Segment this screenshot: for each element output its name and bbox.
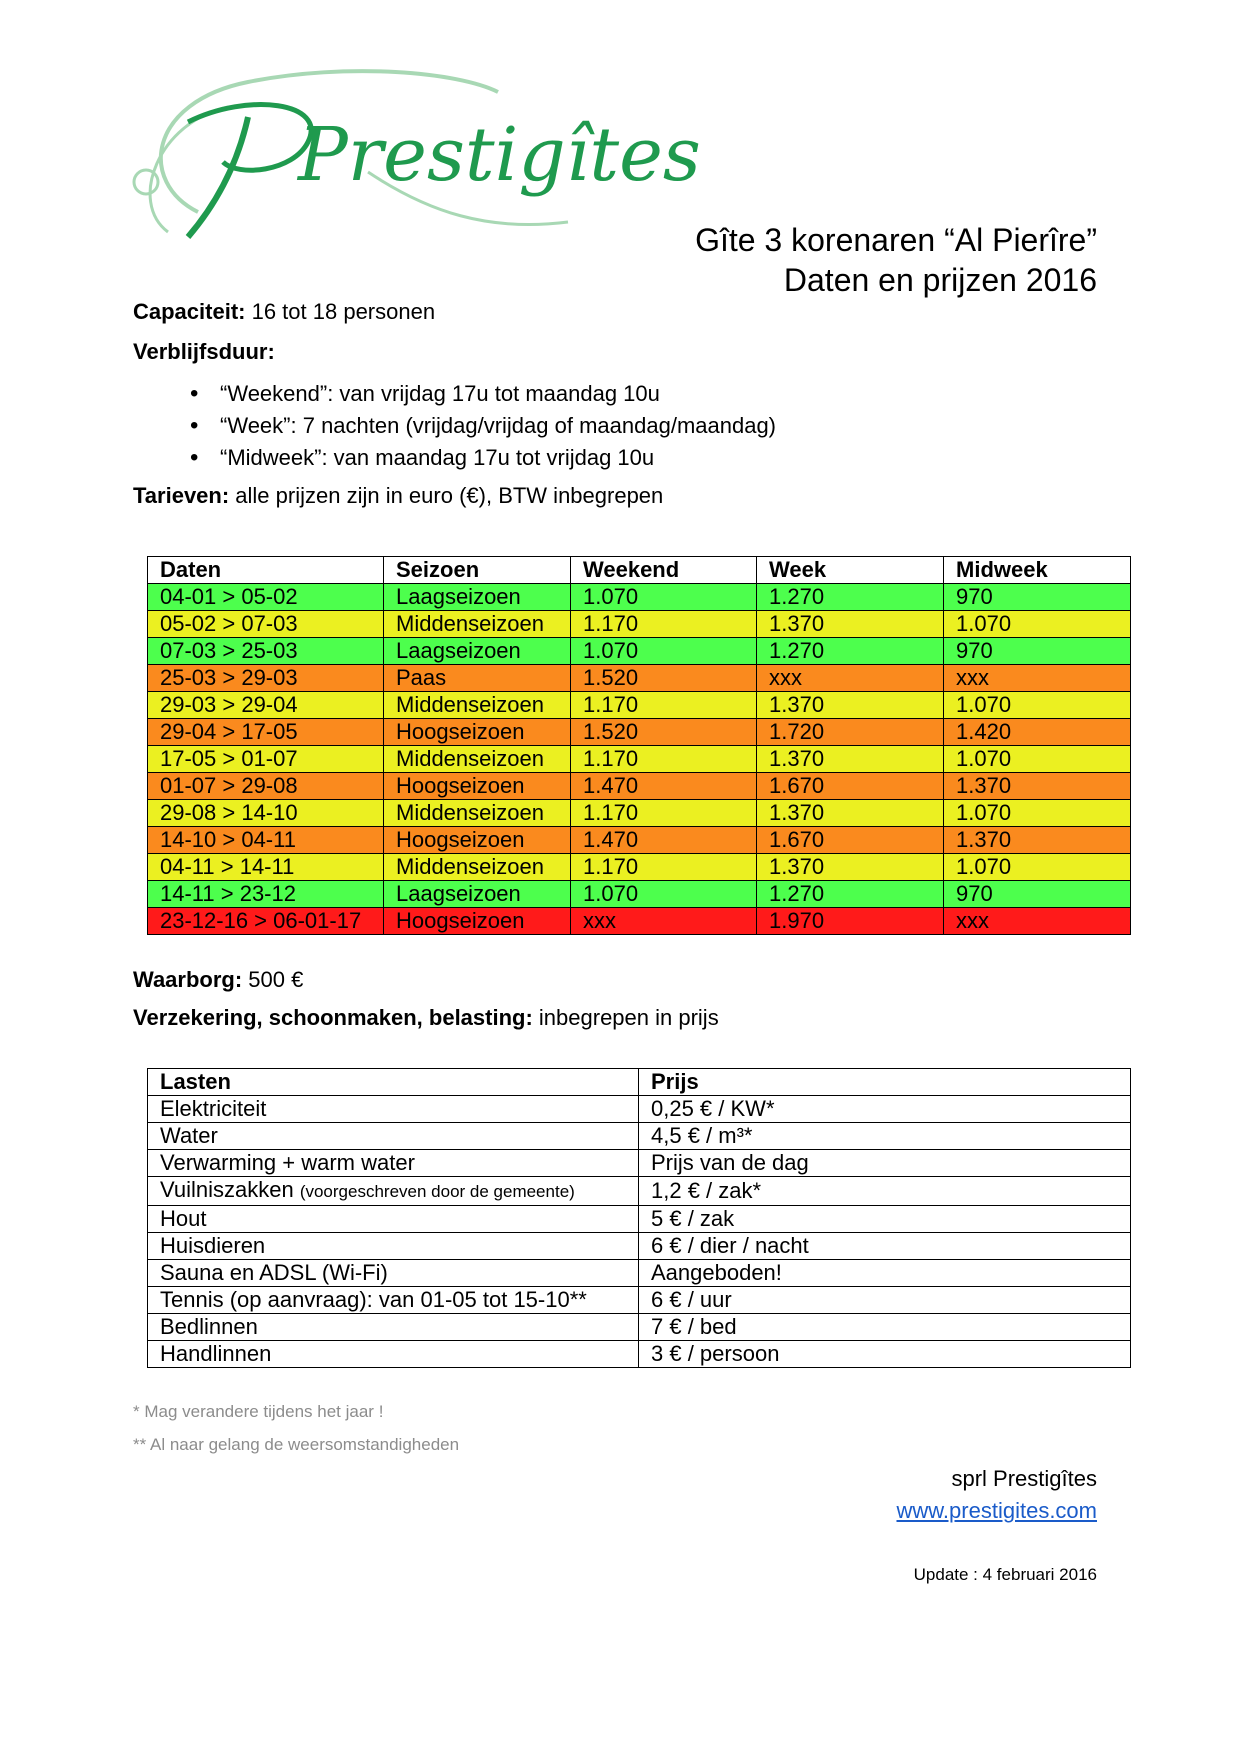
rates-cell-dates: 14-10 > 04-11: [148, 827, 384, 854]
rates-cell-weekend: 1.070: [571, 584, 757, 611]
rates-cell-season: Hoogseizoen: [384, 827, 571, 854]
rates-cell-week: 1.670: [757, 827, 944, 854]
rates-cell-dates: 29-04 > 17-05: [148, 719, 384, 746]
rates-cell-week: 1.270: [757, 584, 944, 611]
rates-cell-dates: 25-03 > 29-03: [148, 665, 384, 692]
logo-text: Prestigîtes: [298, 112, 701, 198]
rates-header-season: Seizoen: [384, 557, 571, 584]
stay-duration-list: [190, 378, 776, 474]
rates-header-row: [148, 557, 1131, 584]
rates-cell-dates: 04-11 > 14-11: [148, 854, 384, 881]
rates-cell-week: 1.370: [757, 611, 944, 638]
rates-cell-dates: 14-11 > 23-12: [148, 881, 384, 908]
costs-price: 0,25 € / KW*: [639, 1096, 1131, 1123]
costs-row: [148, 1314, 1131, 1341]
rates-cell-week: 1.370: [757, 692, 944, 719]
footnote-weather: ** Al naar gelang de weersomstandigheden: [133, 1435, 460, 1454]
costs-item-label: Sauna en ADSL (Wi-Fi): [160, 1260, 388, 1285]
stay-label-text: Verblijfsduur:: [133, 339, 275, 364]
tariffs-value: alle prijzen zijn in euro (€), BTW inbegrepen: [229, 483, 664, 508]
deposit-label: Waarborg:: [133, 967, 243, 992]
rates-cell-weekend: 1.170: [571, 854, 757, 881]
rates-row: [148, 692, 1131, 719]
costs-item: [148, 1233, 639, 1260]
costs-item-label: Verwarming + warm water: [160, 1150, 415, 1175]
rates-row: [148, 638, 1131, 665]
costs-row: [148, 1123, 1131, 1150]
rates-row: [148, 665, 1131, 692]
costs-row: [148, 1177, 1131, 1206]
costs-row: [148, 1150, 1131, 1177]
rates-cell-midweek: 970: [944, 638, 1131, 665]
costs-header-price: Prijs: [639, 1069, 1131, 1096]
rates-cell-midweek: 1.070: [944, 692, 1131, 719]
rates-cell-season: Paas: [384, 665, 571, 692]
rates-cell-week: 1.370: [757, 854, 944, 881]
rates-cell-weekend: 1.470: [571, 773, 757, 800]
rates-cell-weekend: 1.170: [571, 611, 757, 638]
rates-cell-weekend: 1.470: [571, 827, 757, 854]
rates-header-midweek: Midweek: [944, 557, 1131, 584]
rates-cell-weekend: 1.070: [571, 881, 757, 908]
costs-item-label: Tennis (op aanvraag): van 01-05 tot 15-10**: [160, 1287, 587, 1312]
rates-cell-week: 1.270: [757, 881, 944, 908]
rates-cell-week: 1.370: [757, 800, 944, 827]
footnote-price-change: * Mag verandere tijdens het jaar !: [133, 1402, 384, 1421]
rates-cell-weekend: 1.170: [571, 800, 757, 827]
costs-item-label: Bedlinnen: [160, 1314, 258, 1339]
costs-price: 7 € / bed: [639, 1314, 1131, 1341]
deposit-line: [133, 966, 303, 994]
costs-item: [148, 1314, 639, 1341]
rates-cell-season: Laagseizoen: [384, 638, 571, 665]
document-title: Gîte 3 korenaren “Al Pierîre”: [695, 222, 1097, 258]
costs-row: [148, 1233, 1131, 1260]
rates-cell-midweek: 970: [944, 881, 1131, 908]
rates-row: [148, 854, 1131, 881]
stay-item-week: • “Week”: 7 nachten (vrijdag/vrijdag of maandag/maandag): [190, 410, 776, 442]
costs-item: [148, 1341, 639, 1368]
costs-row: [148, 1341, 1131, 1368]
rates-row: [148, 800, 1131, 827]
rates-cell-midweek: 1.070: [944, 800, 1131, 827]
rates-cell-week: 1.720: [757, 719, 944, 746]
rates-cell-week: 1.970: [757, 908, 944, 935]
rates-cell-dates: 29-03 > 29-04: [148, 692, 384, 719]
costs-price: 6 € / uur: [639, 1287, 1131, 1314]
rates-cell-midweek: xxx: [944, 908, 1131, 935]
deposit-value: 500 €: [242, 967, 304, 992]
rates-cell-midweek: 1.070: [944, 746, 1131, 773]
rates-header-dates: Daten: [148, 557, 384, 584]
capacity-value: 16 tot 18 personen: [245, 299, 436, 324]
stay-duration-label: [133, 338, 275, 366]
rates-cell-midweek: 970: [944, 584, 1131, 611]
costs-item: [148, 1260, 639, 1287]
costs-item-label: Water: [160, 1123, 218, 1148]
rates-cell-weekend: 1.520: [571, 665, 757, 692]
rates-cell-season: Middenseizoen: [384, 611, 571, 638]
stay-item-weekend: • “Weekend”: van vrijdag 17u tot maandag 10u: [190, 378, 776, 410]
costs-row: [148, 1287, 1131, 1314]
rates-cell-midweek: 1.370: [944, 773, 1131, 800]
costs-item: [148, 1177, 639, 1206]
costs-row: [148, 1096, 1131, 1123]
rates-row: [148, 611, 1131, 638]
costs-item-note: (voorgeschreven door de gemeente): [299, 1182, 575, 1201]
rates-row: [148, 746, 1131, 773]
rates-table: [147, 556, 1131, 935]
insurance-label: Verzekering, schoonmaken, belasting:: [133, 1005, 533, 1030]
rates-cell-season: Hoogseizoen: [384, 773, 571, 800]
insurance-value: inbegrepen in prijs: [532, 1005, 719, 1030]
rates-cell-dates: 01-07 > 29-08: [148, 773, 384, 800]
costs-header-item: Lasten: [148, 1069, 639, 1096]
costs-price: Aangeboden!: [639, 1260, 1131, 1287]
rates-header-weekend: Weekend: [571, 557, 757, 584]
insurance-line: [133, 1004, 719, 1032]
rates-cell-season: Laagseizoen: [384, 881, 571, 908]
rates-row: [148, 881, 1131, 908]
rates-cell-weekend: 1.170: [571, 692, 757, 719]
update-date: Update : 4 februari 2016: [913, 1565, 1097, 1584]
costs-row: [148, 1206, 1131, 1233]
rates-row: [148, 719, 1131, 746]
rates-cell-week: 1.670: [757, 773, 944, 800]
rates-cell-season: Middenseizoen: [384, 692, 571, 719]
rates-cell-midweek: 1.370: [944, 827, 1131, 854]
costs-item-label: Hout: [160, 1206, 207, 1231]
logo-graphic: [128, 62, 701, 258]
rates-cell-weekend: 1.520: [571, 719, 757, 746]
costs-price: 4,5 € / m³*: [639, 1123, 1131, 1150]
costs-item-label: Vuilniszakken: [160, 1177, 300, 1202]
costs-item-label: Handlinnen: [160, 1341, 272, 1366]
capacity-label: Capaciteit:: [133, 299, 246, 324]
rates-row: [148, 827, 1131, 854]
rates-cell-dates: 23-12-16 > 06-01-17: [148, 908, 384, 935]
costs-price: 1,2 € / zak*: [639, 1177, 1131, 1206]
rates-cell-week: 1.270: [757, 638, 944, 665]
tariffs-line: [133, 482, 663, 510]
rates-row: [148, 773, 1131, 800]
costs-item: [148, 1287, 639, 1314]
document-subtitle: Daten en prijzen 2016: [783, 262, 1097, 298]
costs-header-row: [148, 1069, 1131, 1096]
costs-item: [148, 1150, 639, 1177]
rates-cell-weekend: xxx: [571, 908, 757, 935]
costs-row: [148, 1260, 1131, 1287]
rates-cell-season: Hoogseizoen: [384, 908, 571, 935]
rates-cell-season: Middenseizoen: [384, 800, 571, 827]
costs-item-label: Huisdieren: [160, 1233, 266, 1258]
costs-price: 5 € / zak: [639, 1206, 1131, 1233]
rates-cell-dates: 17-05 > 01-07: [148, 746, 384, 773]
costs-item-label: Elektriciteit: [160, 1096, 267, 1121]
rates-cell-weekend: 1.170: [571, 746, 757, 773]
rates-cell-midweek: 1.070: [944, 611, 1131, 638]
rates-cell-dates: 04-01 > 05-02: [148, 584, 384, 611]
rates-cell-midweek: 1.070: [944, 854, 1131, 881]
prestigites-logo: [128, 62, 701, 258]
capacity-line: [133, 298, 435, 326]
rates-cell-season: Hoogseizoen: [384, 719, 571, 746]
rates-cell-midweek: 1.420: [944, 719, 1131, 746]
rates-cell-dates: 07-03 > 25-03: [148, 638, 384, 665]
rates-cell-dates: 05-02 > 07-03: [148, 611, 384, 638]
rates-cell-season: Middenseizoen: [384, 746, 571, 773]
stay-item-midweek: • “Midweek”: van maandag 17u tot vrijdag 10u: [190, 442, 776, 474]
website-link[interactable]: www.prestigites.com: [896, 1498, 1097, 1523]
tariffs-label: Tarieven:: [133, 483, 230, 508]
rates-cell-midweek: xxx: [944, 665, 1131, 692]
costs-item: [148, 1123, 639, 1150]
rates-cell-dates: 29-08 > 14-10: [148, 800, 384, 827]
costs-item: [148, 1096, 639, 1123]
costs-price: 6 € / dier / nacht: [639, 1233, 1131, 1260]
costs-price: Prijs van de dag: [639, 1150, 1131, 1177]
rates-cell-season: Laagseizoen: [384, 584, 571, 611]
costs-table: [147, 1068, 1131, 1368]
rates-cell-week: 1.370: [757, 746, 944, 773]
rates-header-week: Week: [757, 557, 944, 584]
company-name: sprl Prestigîtes: [951, 1466, 1097, 1491]
rates-row: [148, 908, 1131, 935]
rates-cell-weekend: 1.070: [571, 638, 757, 665]
costs-item: [148, 1206, 639, 1233]
rates-cell-season: Middenseizoen: [384, 854, 571, 881]
costs-price: 3 € / persoon: [639, 1341, 1131, 1368]
rates-cell-week: xxx: [757, 665, 944, 692]
rates-row: [148, 584, 1131, 611]
